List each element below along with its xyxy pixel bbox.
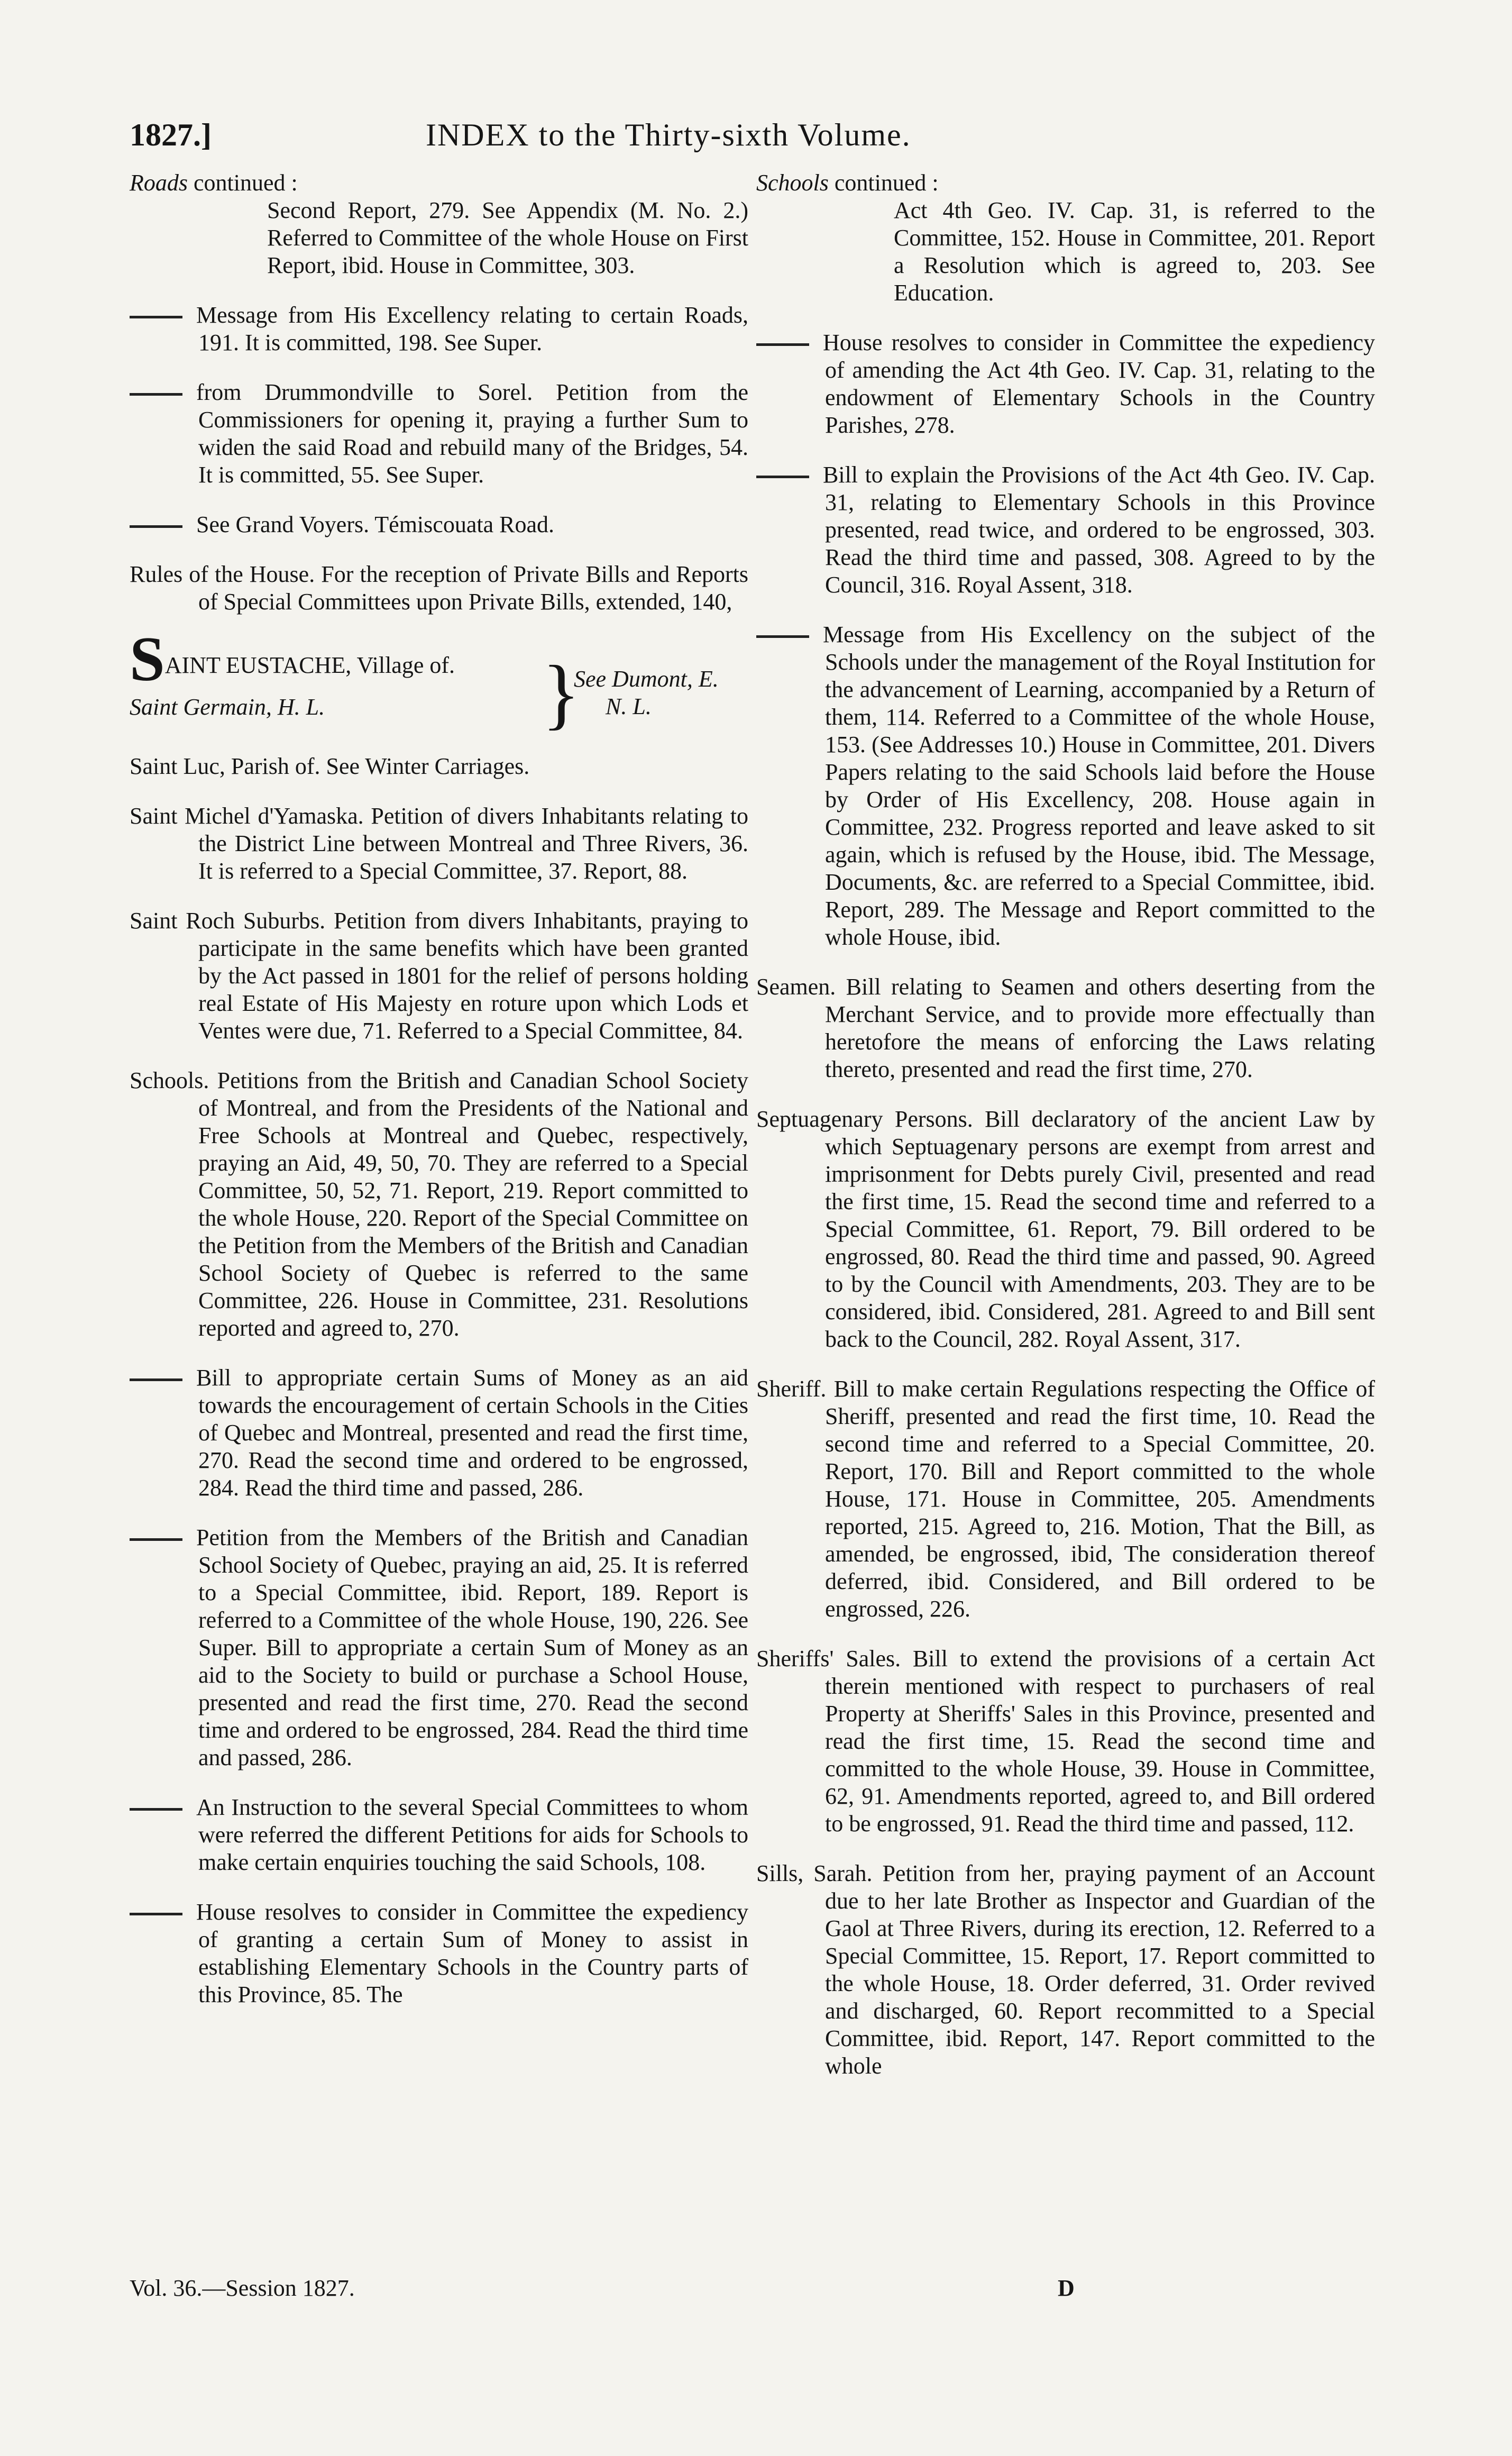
dash-rule: [756, 476, 809, 478]
entry-text: Petition from the Members of the British and Canadian School Society of Quebec, praying an aid, 25. It is referred to a Special Committee, ibid. Report, 189. Report is referred to a Committee of the whole House, 190, 226. See Super. Bill to appropriate a certain Sum of Money as an aid to the Society to build or purchase a School House, presented and read the first time, 270. Read the second time and ordered to be engrossed, 284. Read the third time and passed, 286.: [196, 1524, 748, 1770]
left-column: [130, 169, 748, 2031]
index-subentry: [756, 461, 1375, 599]
page-header: [130, 111, 1367, 159]
index-entry-septuagenary: [756, 1106, 1375, 1353]
index-subentry: [756, 621, 1375, 951]
index-entry-sills: [756, 1860, 1375, 2080]
index-subentry: [130, 1524, 748, 1772]
entry-text: N. L.: [606, 693, 652, 719]
index-entry-rules: [130, 561, 748, 616]
index-entry-seamen: [756, 973, 1375, 1083]
entry-text: from Drummondville to Sorel. Petition from the Commissioners for opening it, praying a further Sum to widen the said Road and rebuild many of the Bridges, 54. It is committed, 55. See Super.: [196, 379, 748, 488]
entry-text: AINT EUSTACHE, Village of.: [164, 652, 455, 678]
entry-heading: Roads: [130, 170, 188, 196]
entry-text: See Dumont, E.: [574, 666, 719, 692]
dash-rule: [130, 1808, 182, 1811]
entry-text: An Instruction to the several Special Committees to whom were referred the different Petitions for aids for Schools to make certain enquiries touching the said Schools, 108.: [196, 1794, 748, 1875]
page-folio: 1827.]: [130, 117, 212, 152]
index-entry-saint-eustache: [130, 624, 748, 737]
index-entry-saint-michel: [130, 802, 748, 885]
entry-text: Sheriffs' Sales. Bill to extend the provisions of a certain Act therein mentioned with respect to purchasers of real Property at Sheriffs' Sales in this Province, presented and read the first time, 15. Read the second time and committed to the whole House, 39. House in Committee, 62, 91. Amendments reported, agreed to, and Bill ordered to be engrossed, 91. Read the third time and passed, 112.: [756, 1646, 1375, 1837]
entry-text: Message from His Excellency on the subject of the Schools under the management of the Royal Institution for the advancement of Learning, accompanied by a Return of them, 114. Referred to a Committee of the whole House, 153. (See Addresses 10.) House in Committee, 201. Divers Papers relating to the said Schools laid before the House by Order of His Excellency, 208. House again in Committee, 232. Progress reported and leave asked to sit again, which is refused by the House, ibid. The Message, Documents, &c. are referred to a Special Committee, ibid. Report, 289. The Message and Report committed to the whole House, ibid.: [823, 622, 1375, 950]
dash-rule: [130, 1538, 182, 1541]
dash-rule: [130, 525, 182, 528]
dash-rule: [130, 393, 182, 396]
brace-glyph: }: [542, 650, 580, 737]
entry-text: House resolves to consider in Committee the expediency of amending the Act 4th Geo. IV. Cap. 31, relating to the endowment of Elementary Schools in the Country Parishes, 278.: [823, 330, 1375, 438]
index-subentry: [756, 329, 1375, 439]
dash-rule: [756, 635, 809, 638]
cross-reference: [574, 665, 719, 720]
entry-text: Saint Michel d'Yamaska. Petition of divers Inhabitants relating to the District Line between Montreal and Three Rivers, 36. It is referred to a Special Committee, 37. Report, 88.: [130, 803, 748, 884]
index-subentry: [130, 379, 748, 489]
entry-text: Message from His Excellency relating to certain Roads, 191. It is committed, 198. See Super.: [196, 302, 748, 355]
right-column: [756, 169, 1375, 2102]
index-entry-sheriffs-sales: [756, 1645, 1375, 1838]
dash-rule: [756, 343, 809, 346]
continued-label: continued :: [194, 170, 298, 196]
entry-text: Saint Roch Suburbs. Petition from divers Inhabitants, praying to participate in the same benefits which have been granted by the Act passed in 1801 for the relief of persons holding real Estate of His Majesty en roture upon which Lods et Ventes were due, 71. Referred to a Special Committee, 84.: [130, 908, 748, 1044]
signature-mark: D: [1058, 2275, 1075, 2301]
index-subentry: [130, 1364, 748, 1502]
index-subentry: [130, 1794, 748, 1876]
entry-text: Sills, Sarah. Petition from her, praying payment of an Account due to her late Brother as Inspector and Guardian of the Gaol at Three Rivers, during its erection, 12. Referred to a Special Committee, 15. Report, 17. Report committed to the whole House, 18. Order deferred, 31. Order revived and discharged, 60. Report recommitted to a Special Committee, ibid. Report, 147. Report committed to the whole: [756, 1860, 1375, 2079]
entry-text: Bill to explain the Provisions of the Act 4th Geo. IV. Cap. 31, relating to Elementary Schools in this Province presented, read twice, and ordered to be engrossed, 303. Read the third time and passed, 308. Agreed to by the Council, 316. Royal Assent, 318.: [823, 462, 1375, 598]
entry-text: Schools. Petitions from the British and Canadian School Society of Montreal, and from the Presidents of the National and Free Schools at Montreal and Quebec, respectively, praying an Aid, 49, 50, 70. They are referred to a Special Committee, 50, 52, 71. Report, 219. Report committed to the whole House, 220. Report of the Special Committee on the Petition from the Members of the British and Canadian School Society of Quebec is referred to the same Committee, 226. House in Committee, 231. Resolutions reported and agreed to, 270.: [130, 1067, 748, 1341]
entry-text: Act 4th Geo. IV. Cap. 31, is referred to the Committee, 152. House in Committee, 201. Report a Resolution which is agreed to, 203. See Education.: [894, 197, 1375, 306]
dash-rule: [130, 1913, 182, 1915]
index-entry-sheriff: [756, 1375, 1375, 1623]
entry-text: Rules of the House. For the reception of Private Bills and Reports of Special Committees upon Private Bills, extended, 140,: [130, 561, 748, 615]
index-subentry: [130, 511, 748, 538]
drop-capital: S: [130, 624, 165, 694]
index-subentry: [130, 302, 748, 357]
page-title: INDEX to the Thirty-sixth Volume.: [426, 117, 911, 152]
entry-heading: [130, 624, 455, 694]
entry-text: Septuagenary Persons. Bill declaratory of the ancient Law by which Septuagenary persons are exempt from arrest and imprisonment for Debts purely Civil, presented and read the first time, 15. Read the second time and referred to a Special Committee, 61. Report, 79. Bill ordered to be engrossed, 80. Read the third time and passed, 90. Agreed to by the Council with Amendments, 203. They are to be considered, ibid. Considered, 281. Agreed to and Bill sent back to the Council, 282. Royal Assent, 317.: [756, 1106, 1375, 1352]
dash-rule: [130, 1378, 182, 1381]
entry-text: Saint Germain, H. L.: [130, 694, 325, 720]
entry-text: Second Report, 279. See Appendix (M. No. 2.) Referred to Committee of the whole House on First Report, ibid. House in Committee, 303.: [267, 197, 748, 278]
volume-footer: Vol. 36.—Session 1827.: [130, 2275, 355, 2301]
entry-text: Bill to appropriate certain Sums of Money as an aid towards the encouragement of certain Schools in the Cities of Quebec and Montreal, presented and read the first time, 270. Read the second time and ordered to be engrossed, 284. Read the third time and passed, 286.: [196, 1365, 748, 1501]
entry-text: Saint Luc, Parish of. See Winter Carriages.: [130, 753, 530, 779]
entry-heading: Schools: [756, 170, 829, 196]
dash-rule: [130, 316, 182, 318]
index-entry-schools: [130, 1067, 748, 1342]
index-entry-schools-continued: [756, 169, 1375, 307]
index-entry-saint-luc: [130, 753, 748, 780]
entry-text: House resolves to consider in Committee the expediency of granting a certain Sum of Money to assist in establishing Elementary Schools in the Country parts of this Province, 85. The: [196, 1899, 748, 2007]
continued-label: continued :: [834, 170, 939, 196]
index-entry-saint-roch: [130, 907, 748, 1045]
index-subentry: [130, 1898, 748, 2008]
entry-text: Sheriff. Bill to make certain Regulations respecting the Office of Sheriff, presented and read the first time, 10. Read the second time and referred to a Special Committee, 20. Report, 170. Bill and Report committed to the whole House, 171. House in Committee, 205. Amendments reported, 215. Agreed to, 216. Motion, That the Bill, as amended, be engrossed, ibid, The consideration thereof deferred, ibid. Considered, and Bill ordered to be engrossed, 226.: [756, 1376, 1375, 1622]
index-entry-roads: [130, 169, 748, 279]
entry-text: See Grand Voyers. Témiscouata Road.: [196, 512, 554, 537]
entry-text: Seamen. Bill relating to Seamen and others deserting from the Merchant Service, and to provide more effectually than heretofore the means of enforcing the Laws relating thereto, presented and read the first time, 270.: [756, 974, 1375, 1082]
